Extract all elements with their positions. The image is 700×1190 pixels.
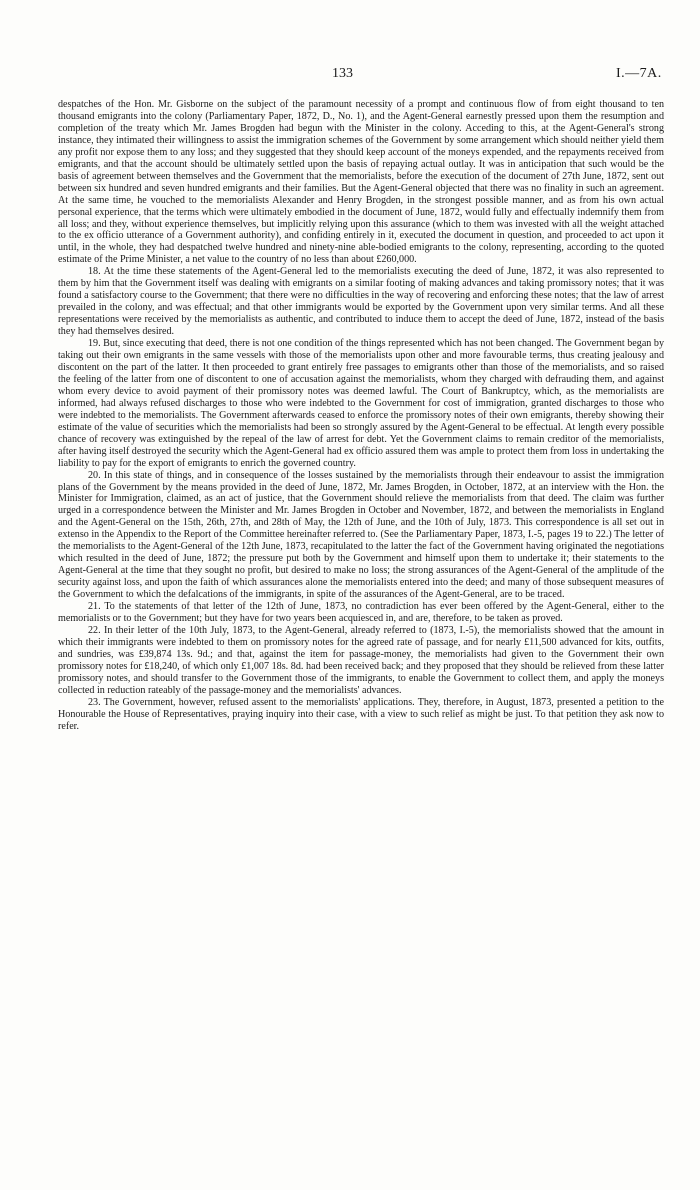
paragraph-23: 23. The Government, however, refused assent to the memorialists' applications. They, therefore, in August, 1873, presented a petition to the Honourable the House of Representatives, praying inquiry into their case, with a view to such relief as might be just. To that petition they ask now to refer. (58, 696, 664, 732)
page-header (0, 66, 700, 86)
paragraph-19: 19. But, since executing that deed, there is not one condition of the things represented which has not been changed. The Government began by taking out their own emigrants in the same vessels with those of the memorialists upon other and more favourable terms, thus creating jealousy and discontent on the part of the latter. It then proceeded to grant entirely free passages to emigrants other than those of the memorialists, and so raised the feeling of the latter from one of discontent to one of accusation against the memorialists, whom they charged with defrauding them, and against whom every device to avoid payment of their promissory notes was deemed lawful. The Court of Bankruptcy, which, as the memorialists are informed, had always refused discharges to those who were indebted to the Government for cost of immigration, granted discharges to those who were indebted to the memorialists. The Government afterwards ceased to enforce the promissory notes of their own emigrants, thereby showing their estimate of the value of securities which the memorialists had been so strongly assured by the Agent-General to be effectual. At length every possible chance of recovery was extinguished by the repeal of the law of arrest for debt. Yet the Government claims to remain creditor of the memorialists, after having itself destroyed the security which the Agent-General had ex officio assured them was ample to protect them from loss in undertaking the liability to pay for the export of emigrants to enrich the governed country. (58, 338, 664, 469)
paragraph-18: 18. At the time these statements of the Agent-General led to the memorialists executing the deed of June, 1872, it was also represented to them by him that the Government itself was dealing with emigrants on a similar footing of making advances and taking promissory notes; that it was found a satisfactory course to the Government; that there were no difficulties in the way of recovering and enforcing these notes; that the law of arrest prevailed in the colony, and was effectual; and that other immigrants would be exported by the Government upon very similar terms. And all these representations were received by the memorialists as authentic, and contributed to induce them to accept the deed of June, 1872, instead of the basis they had themselves desired. (58, 266, 664, 338)
paragraph-22: 22. In their letter of the 10th July, 1873, to the Agent-General, already referred to (1873, I.-5), the memorialists showed that the amount in which their immigrants were indebted to them on promissory notes for the agreed rate of passage, and for nearly £11,500 advanced for kits, outfits, and sundries, was £39,874 13s. 9d.; and that, against the item for passage-money, the memorialists had given to the Government their own promissory notes for £18,240, of which only £1,007 18s. 8d. had been received back; and they proposed that they should be relieved from these latter promissory notes, and should transfer to the Government those of the immigrants, to enable the Government to collect them, and apply the moneys collected in reduction rateably of the passage-money and the memorialists' advances. (58, 624, 664, 696)
body-text (58, 99, 664, 733)
paragraph-continuation: despatches of the Hon. Mr. Gisborne on the subject of the paramount necessity of a prompt and continuous flow of from eight thousand to ten thousand emigrants into the colony (Parliamentary Paper, 1872, D., No. 1), and the Agent-General earnestly pressed upon them the resumption and completion of the treaty which Mr. James Brogden had begun with the Minister in the colony. Acceding to this, at the Agent-General's strong instance, they intimated their willingness to assist the immigration schemes of the Government by some arrangement which should neither yield them any profit nor expose them to any loss; and they suggested that they should keep account of the moneys expended, and the repayments received from emigrants, and that the account should be ultimately settled upon the basis of repaying actual outlay. It was in anticipation that such would be the basis of agreement between themselves and the Government that the memorialists, before the execution of the document of 27th June, 1872, sent out between six hundred and seven hundred emigrants and their families. But the Agent-General objected that there was no finality in such an agreement. At the same time, he vouched to the memorialists Alexander and Henry Brogden, in the strongest possible manner, and as from his own actual personal experience, that the terms which were ultimately embodied in the document of June, 1872, would fully and effectually indemnify them from all loss; and they, without experience themselves, but implicitly relying upon this assurance (which to them was invested with all the weight attached to the ex officio utterance of a Government authority), and confiding entirely in it, executed the document in question, and proceeded to act upon it until, in the whole, they had despatched twelve hundred and ninety-nine able-bodied emigrants to the colony, representing, according to the quoted estimate of the Prime Minister, a net value to the country of no less than about £260,000. (58, 99, 664, 266)
paragraph-21: 21. To the statements of that letter of the 12th of June, 1873, no contradiction has ever been offered by the Agent-General, either to the memorialists or to the Government; but they have for two years been acquiesced in, and are, therefore, to be taken as proved. (58, 601, 664, 624)
paragraph-20: 20. In this state of things, and in consequence of the losses sustained by the memorialists through their endeavour to assist the immigration plans of the Government by the means provided in the deed of June, 1872, Mr. James Brogden, in October, 1872, at an interview with the Hon. the Minister for Immigration, claimed, as an act of justice, that the Government should relieve the memorialists from that deed. The claim was further urged in a correspondence between the Minister and Mr. James Brogden in October and November, 1872, and between the memorialists in England and the Agent-General on the 15th, 26th, 27th, and 28th of May, the 12th of June, and the 10th of July, 1873. This correspondence is all set out in extenso in the Appendix to the Report of the Committee hereinafter referred to. (See the Parliamentary Paper, 1873, I.-5, pages 19 to 22.) The letter of the memorialists to the Agent-General of the 12th June, 1873, recapitulated to the latter the fact of the Government having originated the negotiations which resulted in the deed of June, 1872; the pressure put both by the Government and himself upon them to undertake it; their statements to the Agent-General at the time that they sought no profit, but desired to make no loss; the strong assurances of the Agent-General of the amplitude of the security against loss, and upon the faith of which assurances alone the memorialists entered into the deed; and many of those subsequent measures of the Government to which the defalcations of the immigrants, in spite of the assurances of the Agent-General, are to be traced. (58, 469, 664, 601)
document-reference: I.—7A. (616, 66, 662, 81)
page-number: 133 (332, 66, 353, 81)
